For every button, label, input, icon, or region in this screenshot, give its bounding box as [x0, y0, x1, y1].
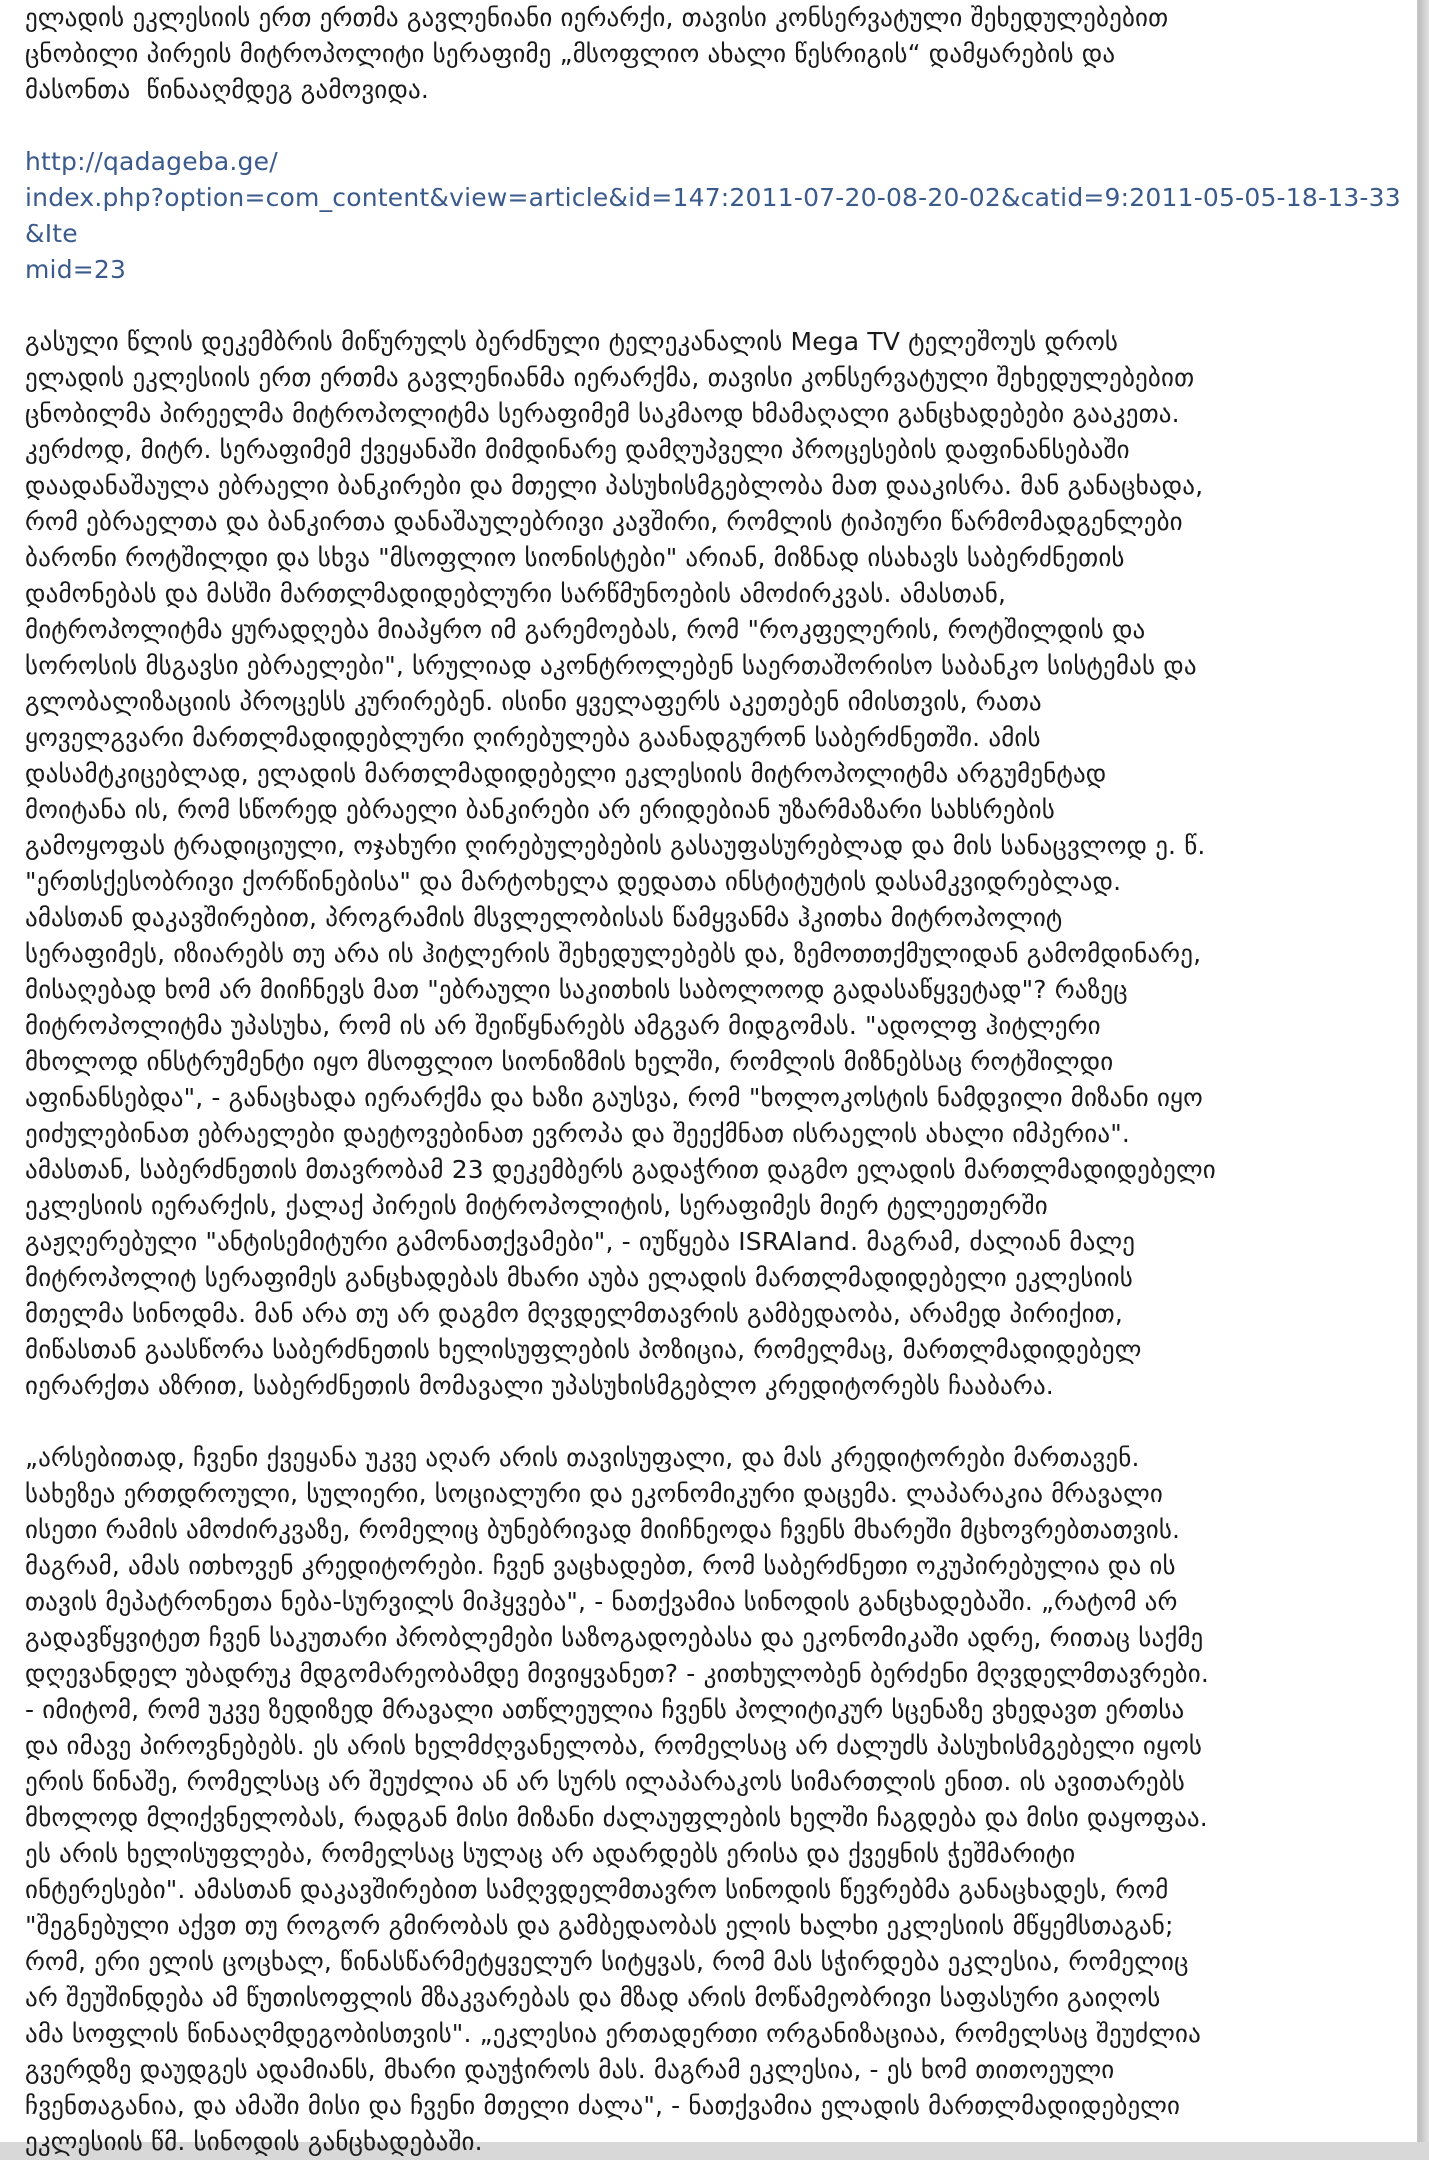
paragraph-spacer: [25, 1404, 1403, 1440]
source-link[interactable]: http://qadageba.ge/ index.php?option=com_content&view=article&id=147:2011-07-20-08-20-02&catid=9:2011-05-05-18-13-33&Ite mid=23: [25, 147, 1401, 284]
article-body-paragraph: გასული წლის დეკემბრის მიწურულს ბერძნული ტელეკანალის Mega TV ტელეშოუს დროს ელადის ეკლესიის ერთ ერთმა გავლენიანმა იერარქმა, თავისი კონსერვატული შეხედულებებით ცნობილმა პირეელმა მიტროპოლიტმა სერაფიმემ საკმაოდ ხმამაღალი განცხადებები გააკეთა. კერძოდ, მიტრ. სერაფიმემ ქვეყანაში მიმდინარე დამღუპველი პროცესების დაფინანსებაში დაადანაშაულა ებრაელი ბანკირები და მთელი პასუხისმგებლობა მათ დააკისრა. მან განაცხადა, რომ ებრაელთა და ბანკირთა დანაშაულებრივი კავშირი, რომლის ტიპიური წარმომადგენლები ბარონი როტშილდი და სხვა "მსოფლიო სიონისტები" არიან, მიზნად ისახავს საბერძნეთის დამონებას და მასში მართლმადიდებლური სარწმუნოების ამოძირკვას. ამასთან, მიტროპოლიტმა ყურადღება მიაპყრო იმ გარემოებას, რომ "როკფელერის, როტშილდის და სოროსის მსგავსი ებრაელები", სრულიად აკონტროლებენ საერთაშორისო საბანკო სისტემას და გლობალიზაციის პროცესს კურირებენ. ისინი ყველაფერს აკეთებენ იმისთვის, რათა ყოველგვარი მართლმადიდებლური ღირებულება გაანადგურონ საბერძნეთში. ამის დასამტკიცებლად, ელადის მართლმადიდებელი ეკლესიის მიტროპოლიტმა არგუმენტად მოიტანა ის, რომ სწორედ ებრაელი ბანკირები არ ერიდებიან უზარმაზარი სახსრების გამოყოფას ტრადიციული, ოჯახური ღირებულებების გასაუფასურებლად და მის სანაცვლოდ ე. წ. "ერთსქესობრივი ქორწინებისა" და მარტოხელა დედათა ინსტიტუტის დასამკვიდრებლად. ამასთან დაკავშირებით, პროგრამის მსვლელობისას წამყვანმა ჰკითხა მიტროპოლიტ სერაფიმეს, იზიარებს თუ არა ის ჰიტლერის შეხედულებებს და, ზემოთთქმულიდან გამომდინარე, მისაღებად ხომ არ მიიჩნევს მათ "ებრაული საკითხის საბოლოოდ გადასაწყვეტად"? რაზეც მიტროპოლიტმა უპასუხა, რომ ის არ შეიწყნარებს ამგვარ მიდგომას. "ადოლფ ჰიტლერი მხოლოდ ინსტრუმენტი იყო მსოფლიო სიონიზმის ხელში, რომლის მიზნებსაც როტშილდი აფინანსებდა", - განაცხადა იერარქმა და ხაზი გაუსვა, რომ "ხოლოკოსტის ნამდვილი მიზანი იყო ეიძულებინათ ებრაელები დაეტოვებინათ ევროპა და შეექმნათ ისრაელის ახალი იმპერია". ამასთან, საბერძნეთის მთავრობამ 23 დეკემბერს გადაჭრით დაგმო ელადის მართლმადიდებელი ეკლესიის იერარქის, ქალაქ პირეის მიტროპოლიტის, სერაფიმეს მიერ ტელეეთერში გაჟღერებული "ანტისემიტური გამონათქვამები", - იუწყება ISRAland. მაგრამ, ძალიან მალე მიტროპოლიტ სერაფიმეს განცხადებას მხარი აუბა ელადის მართლმადიდებელი ეკლესიის მთელმა სინოდმა. მან არა თუ არ დაგმო მღვდელმთავრის გამბედაობა, არამედ პირიქით, მიწასთან გაასწორა საბერძნეთის ხელისუფლების პოზიცია, რომელმაც, მართლმადიდებელ იერარქთა აზრით, საბერძნეთის მომავალი უპასუხისმგებლო კრედიტორებს ჩააბარა.: [25, 327, 1216, 1400]
article-content: [25, 0, 1403, 2160]
article-intro-paragraph: ელადის ეკლესიის ერთ ერთმა გავლენიანი იერარქი, თავისი კონსერვატული შეხედულებებით ცნობილი პირეის მიტროპოლიტი სერაფიმე „მსოფლიო ახალი წესრიგის“ დამყარების და მასონთა წინააღმდეგ გამოვიდა.: [25, 3, 1169, 104]
paragraph-spacer: [25, 288, 1403, 324]
synod-statement-paragraph: „არსებითად, ჩვენი ქვეყანა უკვე აღარ არის თავისუფალი, და მას კრედიტორები მართავენ. სახეზეა ერთდროული, სულიერი, სოციალური და ეკონომიკური დაცემა. ლაპარაკია მრავალი ისეთი რამის ამოძირკვაზე, რომელიც ბუნებრივად მიიჩნეოდა ჩვენს მხარეში მცხოვრებთათვის. მაგრამ, ამას ითხოვენ კრედიტორები. ჩვენ ვაცხადებთ, რომ საბერძნეთი ოკუპირებულია და ის თავის მეპატრონეთა ნება-სურვილს მიჰყვება", - ნათქვამია სინოდის განცხადებაში. „რატომ არ გადავწყვიტეთ ჩვენ საკუთარი პრობლემები საზოგადოებასა და ეკონომიკაში ადრე, რითაც საქმე დღევანდელ უბადრუკ მდგომარეობამდე მივიყვანეთ? - კითხულობენ ბერძენი მღვდელმთავრები. - იმიტომ, რომ უკვე ზედიზედ მრავალი ათწლეულია ჩვენს პოლიტიკურ სცენაზე ვხედავთ ერთსა და იმავე პიროვნებებს. ეს არის ხელმძღვანელობა, რომელსაც არ ძალუძს პასუხისმგებელი იყოს ერის წინაშე, რომელსაც არ შეუძლია ან არ სურს ილაპარაკოს სიმართლის ენით. ის ავითარებს მხოლოდ მლიქვნელობას, რადგან მისი მიზანი ძალაუფლების ხელში ჩაგდება და მისი დაყოფაა. ეს არის ხელისუფლება, რომელსაც სულაც არ ადარდებს ერისა და ქვეყნის ჭეშმარიტი ინტერესები". ამასთან დაკავშირებით სამღვდელმთავრო სინოდის წევრებმა განაცხადეს, რომ "შეგნებული აქვთ თუ როგორ გმირობას და გამბედაობას ელის ხალხი ეკლესიის მწყემსთაგან; რომ, ერი ელის ცოცხალ, წინასწარმეტყველურ სიტყვას, რომ მას სჭირდება ეკლესია, რომელიც არ შეუშინდება ამ წუთისოფლის მზაკვარებას და მზად არის მოწამეობრივი საფასური გაიღოს ამა სოფლის წინააღმდეგობისთვის". „ეკლესია ერთადერთი ორგანიზაციაა, რომელსაც შეუძლია გვერდზე დაუდგეს ადამიანს, მხარი დაუჭიროს მას. მაგრამ ეკლესია, - ეს ხომ თითოეული ჩვენთაგანია, და ამაში მისი და ჩვენი მთელი ძალა", - ნათქვამია ელადის მართლმადიდებელი ეკლესიის წმ. სინოდის განცხადებაში.: [25, 1443, 1209, 2156]
page-edge-shadow: [1419, 0, 1429, 2142]
paragraph-spacer: [25, 108, 1403, 144]
